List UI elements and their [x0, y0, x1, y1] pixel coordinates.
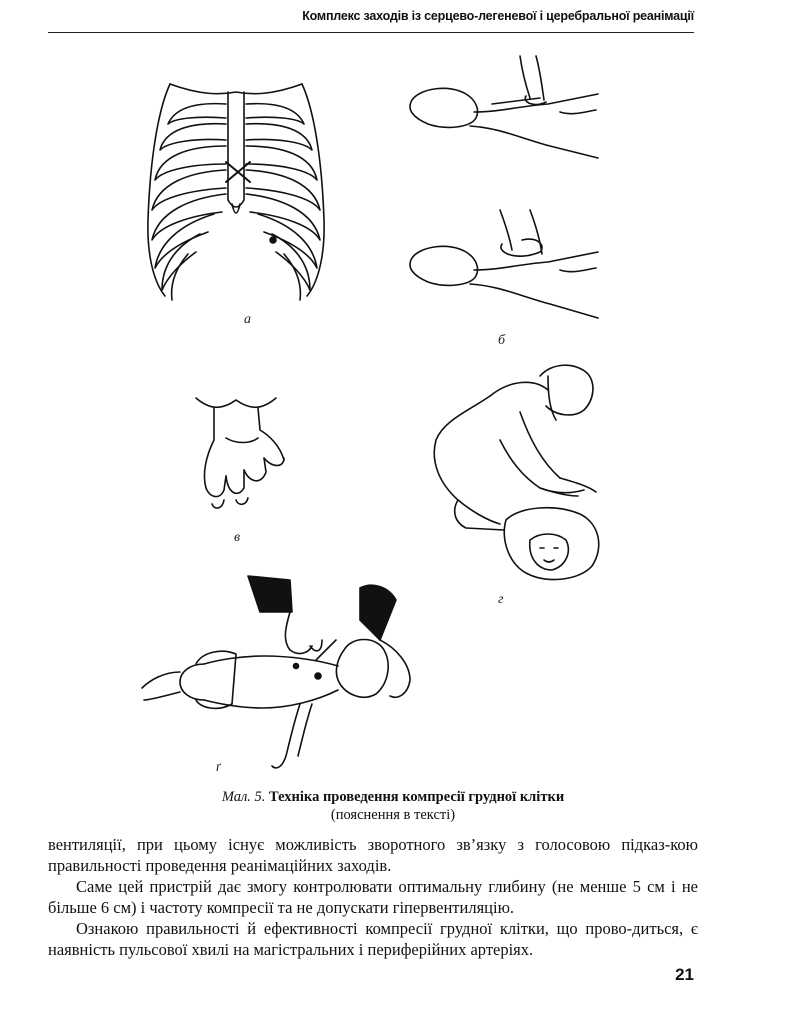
- panel-label-v: в: [234, 530, 241, 545]
- paragraph: Ознакою правильності й ефективності компресії грудної клітки, що прово-диться, є наявність пульсової хвилі на магістральних і периферійних артеріях.: [48, 919, 698, 959]
- figure-title: Техніка проведення компресії грудної клітки: [269, 789, 565, 805]
- panel-label-h: г: [498, 592, 504, 607]
- hand-position-illustration: [410, 56, 598, 318]
- panel-label-b: б: [498, 333, 506, 348]
- infant-compressions-illustration: [142, 576, 410, 768]
- rib-cage-illustration: [148, 84, 324, 300]
- body-text: [48, 834, 698, 960]
- figure-caption-note: (пояснення в тексті): [330, 807, 456, 823]
- rescuer-kneeling-illustration: [434, 365, 598, 579]
- page-number: 21: [675, 965, 694, 984]
- paragraph: Саме цей пристрій дає змогу контролювати оптимальну глибину (не менше 5 см і не більше 6 см) і частоту компресії та не допускати гіпервентиляцію.: [48, 877, 698, 917]
- panel-label-g: ґ: [216, 760, 221, 775]
- panel-label-a: а: [244, 312, 251, 327]
- running-head: Комплекс заходів із серцево-легеневої і церебральної реанімації: [302, 9, 694, 23]
- figure-number: Мал. 5.: [221, 789, 266, 805]
- figure-caption: [0, 789, 786, 806]
- paragraph: вентиляції, при цьому існує можливість зворотного зв’язку з голосовою підказ-кою правильності проведення реанімаційних заходів.: [48, 835, 698, 875]
- interlocked-hands-illustration: [196, 398, 284, 508]
